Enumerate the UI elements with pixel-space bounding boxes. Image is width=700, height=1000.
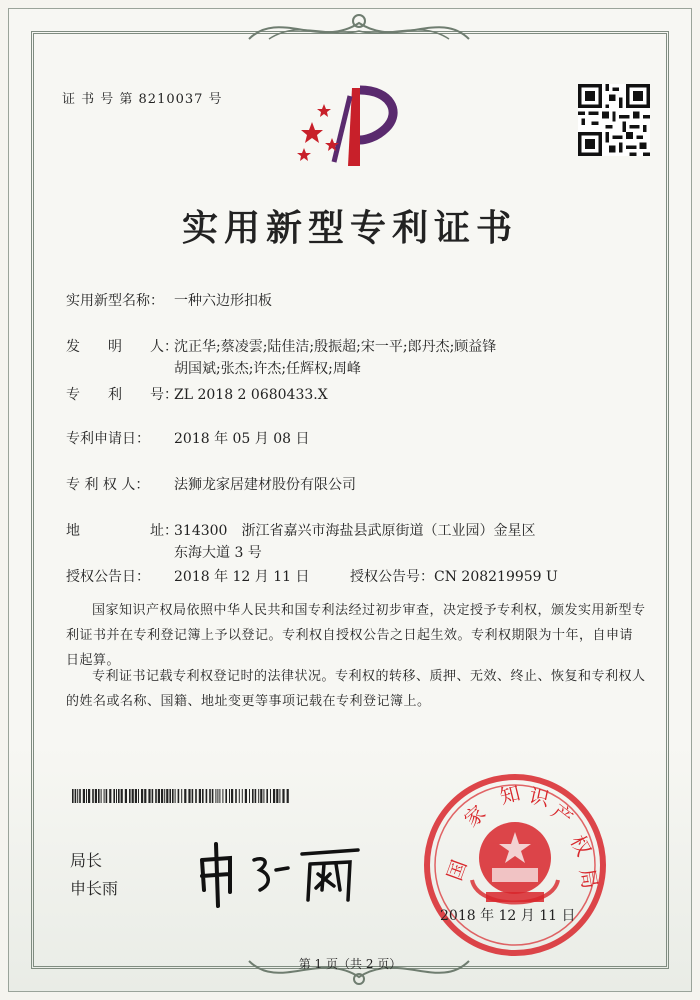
utility-model-name-label: 实用新型名称： xyxy=(66,293,164,309)
utility-model-name-row xyxy=(66,290,272,312)
application-date-label: 专利申请日： xyxy=(66,431,150,447)
certificate-title: 实用新型专利证书 xyxy=(181,207,518,249)
grant-number-label: 授权公告号： xyxy=(350,569,434,585)
grant-date-label: 授权公告日： xyxy=(66,569,150,585)
top-ornament-icon xyxy=(239,9,479,53)
patentee-value: 法狮龙家居建材股份有限公司 xyxy=(174,477,356,493)
barcode-icon xyxy=(72,789,292,803)
inventor-value-line2: 胡国斌;张杰;许杰;任辉权;周峰 xyxy=(174,361,361,377)
application-date-value: 2018 年 05 月 08 日 xyxy=(174,431,310,447)
signature-title: 局长 xyxy=(70,851,103,870)
cnipa-logo-icon xyxy=(290,82,410,172)
address-value-line1: 314300 浙江省嘉兴市海盐县武原街道（工业园）金星区 xyxy=(174,523,536,539)
patentee-label: 专 利 权 人： xyxy=(66,477,150,493)
seal-char-3: 知 xyxy=(497,780,523,809)
address-label: 地 址： xyxy=(66,523,178,539)
application-date-row xyxy=(66,428,310,450)
certificate-number: 证 书 号 第 8210037 号 xyxy=(62,92,223,107)
utility-model-name-value: 一种六边形扣板 xyxy=(174,293,272,309)
handwritten-signature xyxy=(190,830,370,910)
seal-char-4: 识 xyxy=(526,783,552,812)
seal-char-1: 国 xyxy=(442,856,472,884)
seal-char-2: 家 xyxy=(459,800,491,832)
grant-number-value: CN 208219959 U xyxy=(434,569,558,585)
seal-char-6: 权 xyxy=(565,831,597,861)
seal-char-5: 产 xyxy=(546,799,578,831)
seal-char-7: 局 xyxy=(575,866,603,891)
address-value-line2: 东海大道 3 号 xyxy=(174,545,262,561)
page-number: 第 1 页（共 2 页） xyxy=(298,957,402,971)
signature-name: 申长雨 xyxy=(70,879,119,898)
grant-row xyxy=(66,566,558,588)
seal-date: 2018 年 12 月 11 日 xyxy=(440,908,576,924)
address-row xyxy=(66,520,535,564)
inventor-row xyxy=(66,336,496,380)
qr-code-icon xyxy=(578,84,650,156)
grant-date-value: 2018 年 12 月 11 日 xyxy=(174,569,310,585)
patent-number-row xyxy=(66,384,328,406)
statement-paragraph-2: 专利证书记载专利权登记时的法律状况。专利权的转移、质押、无效、终止、恢复和专利权人的姓名或名称、国籍、地址变更等事项记载在专利登记簿上。 xyxy=(66,669,646,709)
patentee-row xyxy=(66,474,356,496)
official-seal-icon xyxy=(420,770,610,960)
inventor-value-line1: 沈正华;蔡凌雲;陆佳洁;殷振超;宋一平;郎丹杰;顾益锋 xyxy=(174,339,497,355)
statement-paragraph-1: 国家知识产权局依照中华人民共和国专利法经过初步审查，决定授予专利权，颁发实用新型专利证书并在专利登记簿上予以登记。专利权自授权公告之日起生效。专利权期限为十年，自申请日起算。 xyxy=(66,603,646,668)
patent-number-value: ZL 2018 2 0680433.X xyxy=(174,387,328,403)
patent-number-label: 专 利 号： xyxy=(66,387,178,403)
inventor-label: 发 明 人： xyxy=(66,339,178,355)
